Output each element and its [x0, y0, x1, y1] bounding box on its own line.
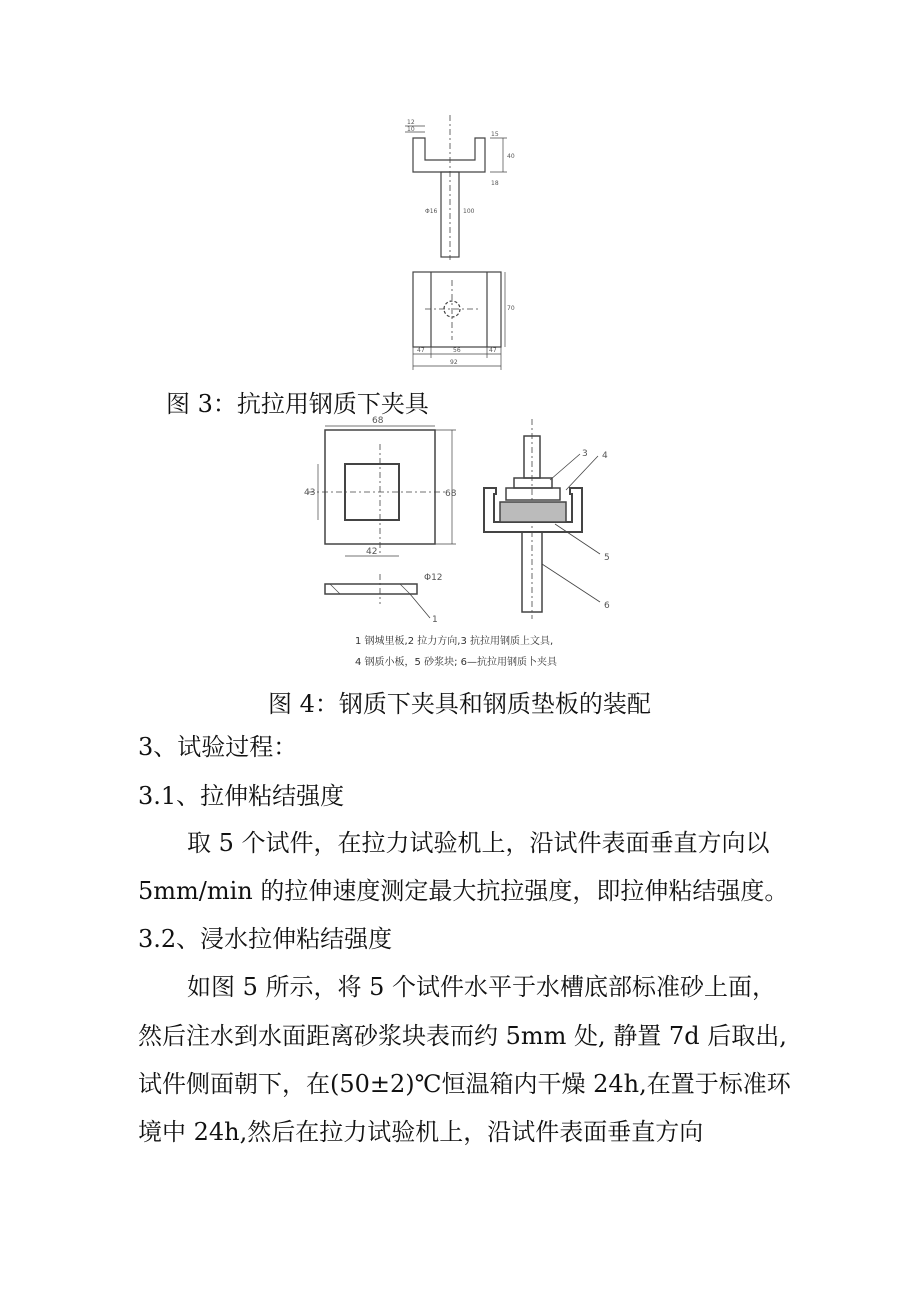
figure-4-legend-line-2: 4 钢质小板，5 砂浆块; 6—抗拉用钢质卜夹具 — [355, 657, 557, 668]
section-3-1-line-1: 取 5 个试件，在拉力试验机上，沿试件表面垂直方向以 — [187, 829, 770, 857]
fig3-dim-mid: 56 — [453, 347, 461, 354]
fig3-dim-right: 47 — [489, 347, 497, 354]
fig3-dim-15: 15 — [491, 131, 499, 138]
fig4-dim-inner: 42 — [366, 547, 378, 557]
fig3-dim-total: 92 — [450, 359, 458, 366]
section-3-2-line-3: 试件侧面朝下，在(50±2)℃恒温箱内干燥 24h,在置于标准环 — [138, 1070, 791, 1098]
section-3-2-line-4: 境中 24h,然后在拉力试验机上，沿试件表面垂直方向 — [138, 1118, 704, 1146]
fig3-dim-phi: Φ16 — [425, 208, 438, 215]
fig4-mortar-block — [500, 502, 566, 522]
fig4-dim-right: 68 — [445, 489, 457, 499]
fig3-dim-12: 12 — [407, 119, 415, 126]
section-3-2-line-1: 如图 5 所示，将 5 个试件水平于水槽底部标准砂上面， — [187, 973, 777, 1001]
fig3-dim-40: 40 — [507, 153, 515, 160]
fig3-dim-plate-h: 70 — [507, 305, 515, 312]
fig4-label-4: 4 — [602, 451, 608, 461]
fig4-top-cap — [514, 478, 552, 488]
figure-4-drawing — [300, 414, 630, 626]
fig3-dim-left: 47 — [417, 347, 425, 354]
figure-4-legend-line-1: 1 钢城里板,2 拉力方向,3 抗拉用钢质上文具, — [355, 636, 554, 647]
fig4-label-5: 5 — [604, 553, 610, 563]
fig3-dim-18: 18 — [491, 180, 499, 187]
fig4-small-plate — [506, 488, 560, 500]
fig3-dim-rod: 100 — [463, 208, 475, 215]
fig4-dim-top: 68 — [372, 416, 384, 426]
section-3-heading: 3、试验过程： — [138, 733, 298, 761]
fig4-lower-rod — [522, 532, 542, 612]
section-3-1-line-2: 5mm/min 的拉伸速度测定最大抗拉强度，即拉伸粘结强度。 — [138, 877, 789, 905]
section-3-2-heading: 3.2、浸水拉伸粘结强度 — [138, 925, 393, 953]
fig4-dim-thick: Φ12 — [424, 573, 443, 583]
figure-4-caption: 图 4：钢质下夹具和钢质垫板的装配 — [268, 690, 651, 718]
section-3-2-line-2: 然后注水到水面距离砂浆块表而约 5mm 处, 静置 7d 后取出, — [138, 1022, 787, 1050]
fig3-dim-10: 10 — [407, 126, 415, 133]
section-3-1-heading: 3.1、拉伸粘结强度 — [138, 782, 345, 810]
fig3-u-bracket — [413, 138, 485, 172]
figure-3-drawing — [395, 110, 530, 375]
fig4-dim-left: 43 — [304, 488, 316, 498]
fig4-label-1: 1 — [432, 615, 438, 625]
fig4-label-3: 3 — [582, 449, 588, 459]
figure-3-caption: 图 3：抗拉用钢质下夹具 — [166, 390, 429, 418]
fig4-label-6: 6 — [604, 601, 610, 611]
fig3-plate — [413, 272, 501, 347]
